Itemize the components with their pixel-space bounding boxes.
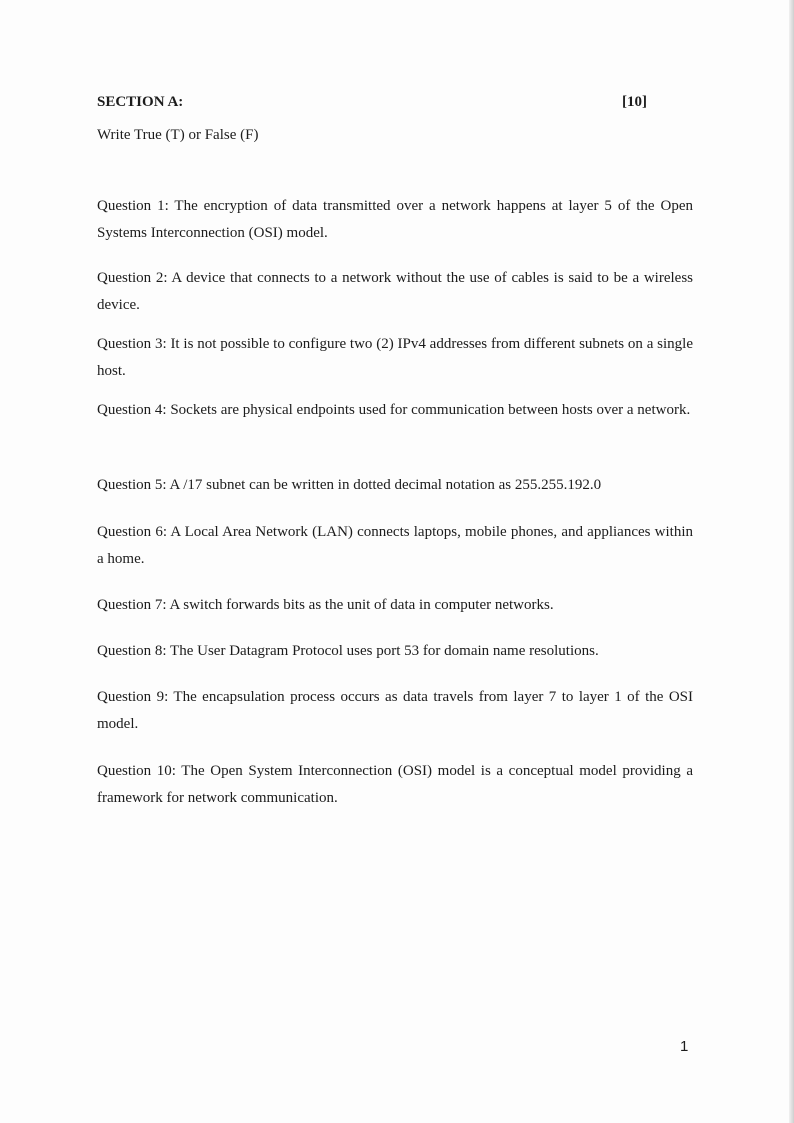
instruction-text: Write True (T) or False (F) (97, 127, 259, 143)
question-4: Question 4: Sockets are physical endpoints used for communication between hosts over a network. (97, 402, 691, 418)
section-title: SECTION A: (97, 94, 184, 110)
question-9: Question 9: The encapsulation process occurs as data travels from layer 7 to layer 1 of the OSI model. (97, 689, 693, 732)
question-2: Question 2: A device that connects to a network without the use of cables is said to be a wireless device. (97, 270, 693, 313)
question-8: Question 8: The User Datagram Protocol uses port 53 for domain name resolutions. (97, 643, 599, 659)
page-number: 1 (680, 1038, 689, 1055)
section-header (97, 94, 647, 111)
section-marks: [10] (622, 94, 647, 110)
question-6: Question 6: A Local Area Network (LAN) connects laptops, mobile phones, and appliances within a home. (97, 524, 693, 567)
question-10: Question 10: The Open System Interconnection (OSI) model is a conceptual model providing a framework for network communication. (97, 763, 693, 806)
question-5: Question 5: A /17 subnet can be written in dotted decimal notation as 255.255.192.0 (97, 477, 602, 493)
question-3: Question 3: It is not possible to configure two (2) IPv4 addresses from different subnets on a single host. (97, 336, 693, 379)
page-edge-shadow (789, 0, 794, 1123)
question-1: Question 1: The encryption of data transmitted over a network happens at layer 5 of the Open Systems Interconnection (OSI) model. (97, 198, 693, 241)
question-7: Question 7: A switch forwards bits as the unit of data in computer networks. (97, 597, 554, 613)
